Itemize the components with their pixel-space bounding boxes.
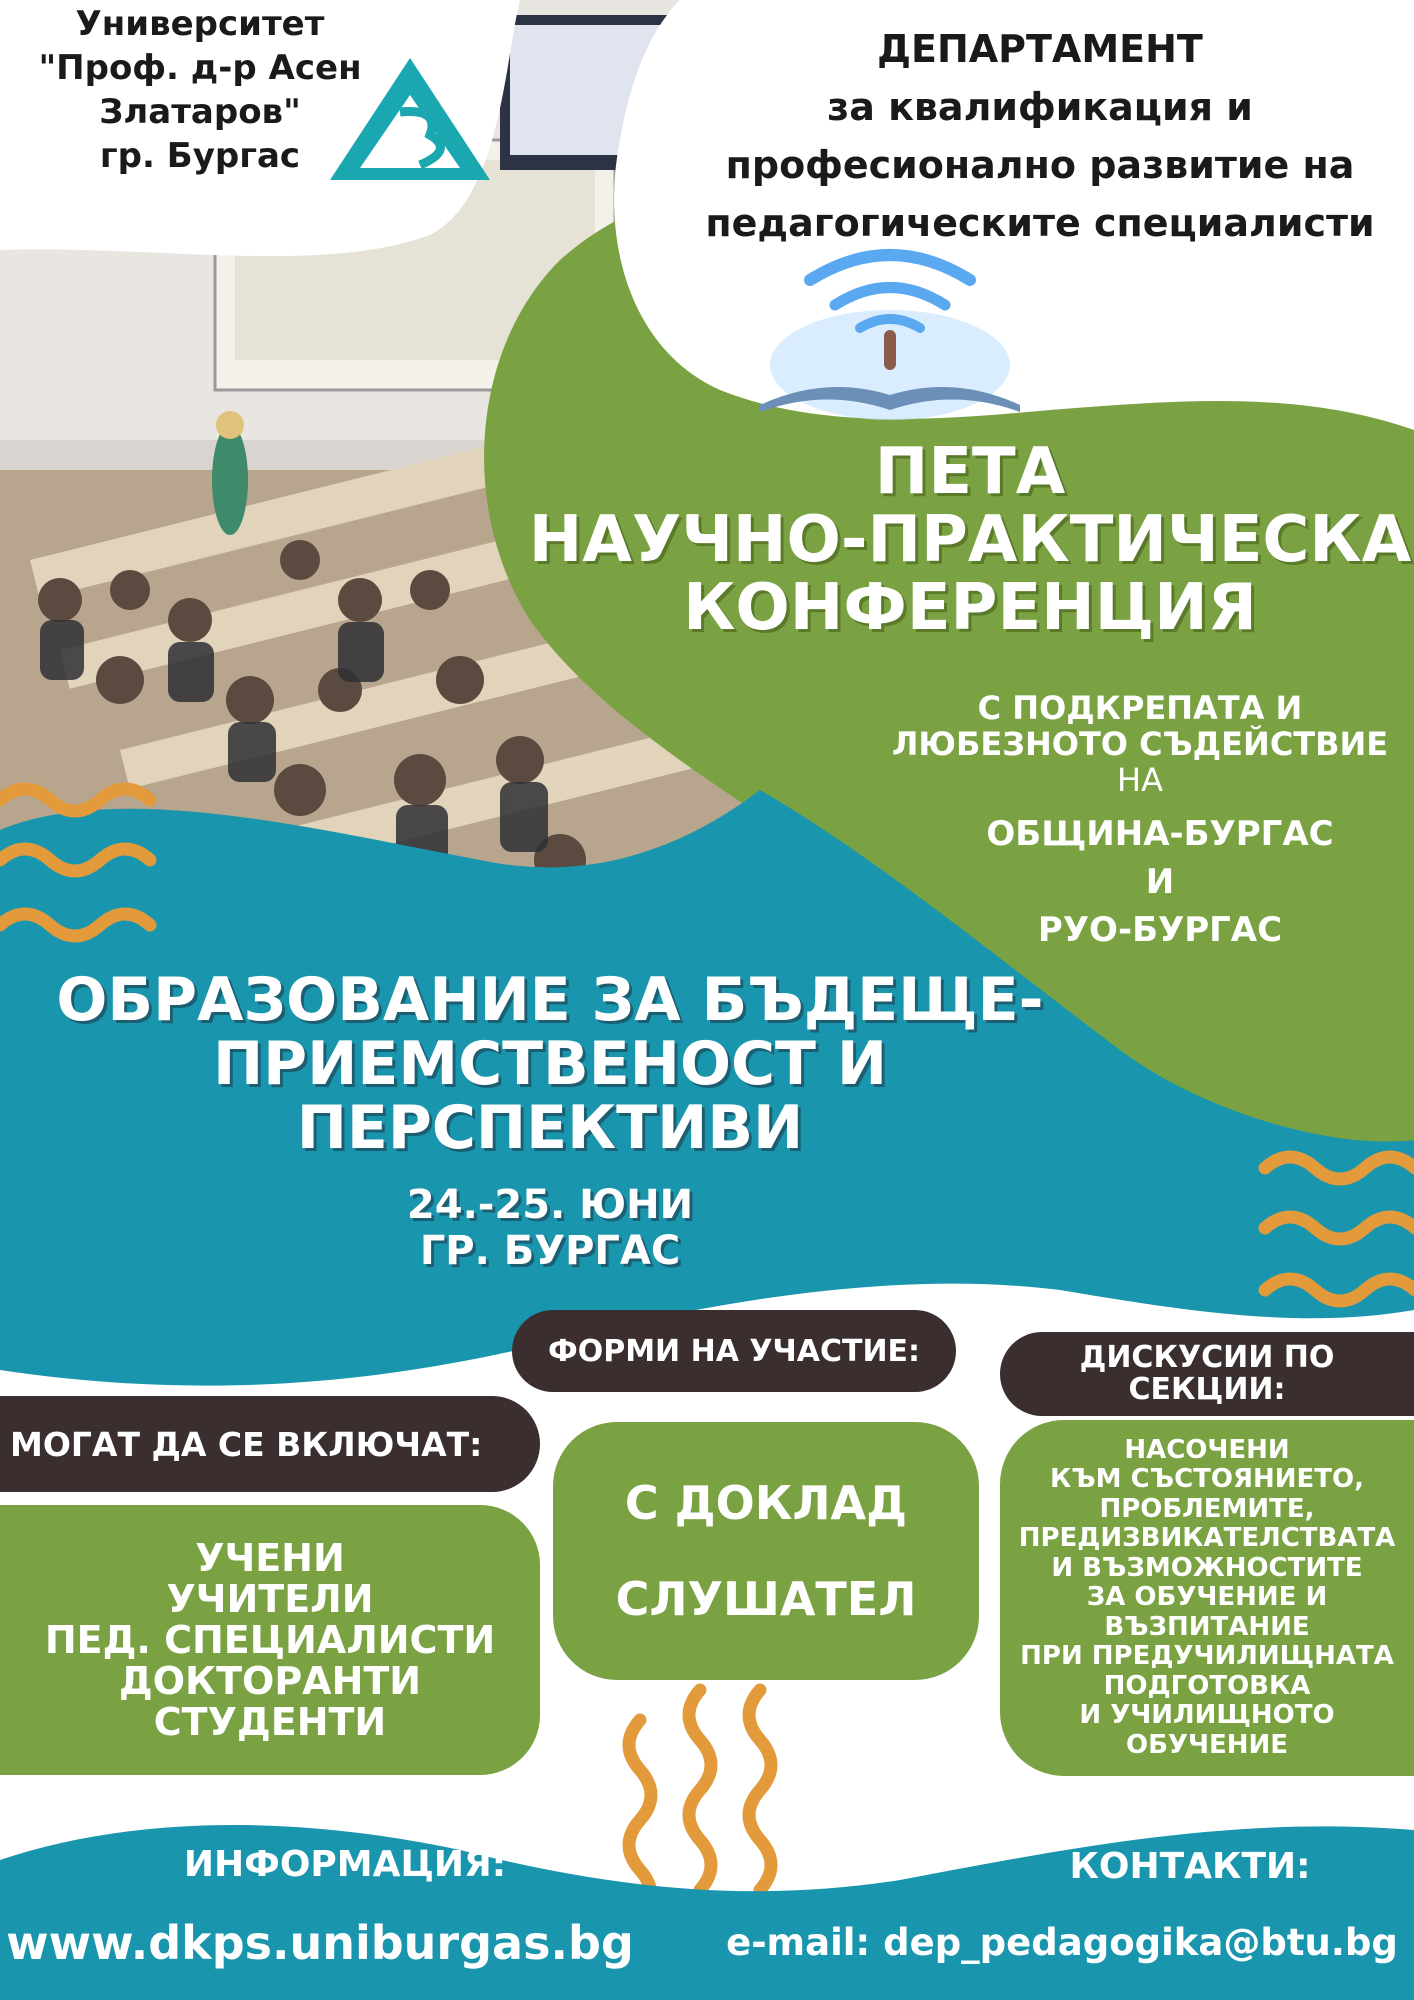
partner-ruo: РУО-БУРГАС — [1037, 910, 1283, 950]
sections-header-line-1: ДИСКУСИИ ПО — [1079, 1340, 1335, 1375]
partner-and: И — [1145, 862, 1175, 902]
participant-item: УЧИТЕЛИ — [166, 1576, 374, 1621]
section-line: ОБУЧЕНИЕ — [1125, 1729, 1289, 1760]
support-line-3: НА — [1117, 761, 1163, 799]
section-line: КЪМ СЪСТОЯНИЕТО, — [1049, 1464, 1365, 1495]
section-line: ПРЕДИЗВИКАТЕЛСТВАТА — [1018, 1523, 1396, 1554]
support-line-2: ЛЮБЕЗНОТО СЪДЕЙСТВИЕ — [891, 725, 1389, 763]
theme-line-2: ПРИЕМСТВЕНОСТ И — [212, 1029, 888, 1099]
forms-box — [553, 1422, 979, 1680]
info-label: ИНФОРМАЦИЯ: — [183, 1844, 507, 1885]
conference-date: 24.-25. ЮНИ — [406, 1182, 694, 1228]
university-line-3: Златаров" — [99, 92, 301, 132]
participants-header — [0, 1396, 540, 1492]
conference-line-3: КОНФЕРЕНЦИЯ — [683, 571, 1257, 645]
section-line: ПРИ ПРЕДУЧИЛИЩНАТА — [1020, 1641, 1394, 1672]
conference-title — [520, 435, 1414, 645]
university-name — [30, 2, 370, 178]
participant-item: ДОКТОРАНТИ — [118, 1658, 422, 1703]
department-line-3: професионално развитие на — [725, 143, 1355, 187]
section-line: ПРОБЛЕМИТЕ, — [1099, 1493, 1315, 1524]
section-line: ПОДГОТОВКА — [1103, 1670, 1311, 1701]
department-name — [660, 20, 1414, 252]
participants-header-label: МОГАТ ДА СЕ ВКЛЮЧАТ: — [10, 1424, 483, 1464]
form-item-listener: СЛУШАТЕЛ — [615, 1572, 917, 1626]
contacts-label: КОНТАКТИ: — [1069, 1846, 1311, 1887]
section-line: И ВЪЗМОЖНОСТИТЕ — [1051, 1552, 1363, 1583]
participants-box — [0, 1505, 540, 1775]
theme-line-3: ПЕРСПЕКТИВИ — [296, 1093, 804, 1163]
theme-line-1: ОБРАЗОВАНИЕ ЗА БЪДЕЩЕ- — [56, 965, 1044, 1035]
partners-block — [940, 810, 1380, 954]
conference-place: ГР. БУРГАС — [419, 1228, 681, 1274]
conference-line-2: НАУЧНО-ПРАКТИЧЕСКА — [528, 503, 1412, 577]
support-block — [880, 690, 1400, 798]
participant-item: СТУДЕНТИ — [153, 1699, 387, 1744]
forms-header — [512, 1310, 956, 1392]
sections-header-line-2: СЕКЦИИ: — [1128, 1372, 1286, 1407]
university-line-4: гр. Бургас — [99, 136, 301, 176]
department-line-1: ДЕПАРТАМЕНТ — [877, 27, 1203, 71]
university-line-2: "Проф. д-р Асен — [38, 48, 362, 88]
department-line-4: педагогическите специалисти — [705, 201, 1375, 245]
website-link[interactable]: www.dkps.uniburgas.bg — [6, 1916, 634, 1970]
participant-item: ПЕД. СПЕЦИАЛИСТИ — [44, 1617, 496, 1662]
date-place — [300, 1182, 800, 1274]
participant-item: УЧЕНИ — [195, 1535, 345, 1580]
sections-header — [1000, 1332, 1414, 1416]
sections-box — [1000, 1420, 1414, 1776]
university-line-1: Университет — [75, 4, 325, 44]
section-line: ВЪЗПИТАНИЕ — [1104, 1611, 1310, 1642]
forms-header-label: ФОРМИ НА УЧАСТИЕ: — [547, 1333, 921, 1369]
department-line-2: за квалификация и — [827, 85, 1253, 129]
email-link[interactable]: e-mail: dep_pedagogika@btu.bg — [726, 1921, 1398, 1964]
form-item-report: С ДОКЛАД — [624, 1476, 908, 1530]
conference-theme — [20, 965, 1080, 1163]
section-line: НАСОЧЕНИ — [1124, 1434, 1290, 1465]
partner-municipality: ОБЩИНА-БУРГАС — [986, 814, 1334, 854]
section-line: И УЧИЛИЩНОТО — [1079, 1700, 1335, 1731]
section-line: ЗА ОБУЧЕНИЕ И — [1086, 1582, 1328, 1613]
support-line-1: С ПОДКРЕПАТА И — [977, 689, 1303, 727]
conference-line-1: ПЕТА — [874, 435, 1066, 509]
